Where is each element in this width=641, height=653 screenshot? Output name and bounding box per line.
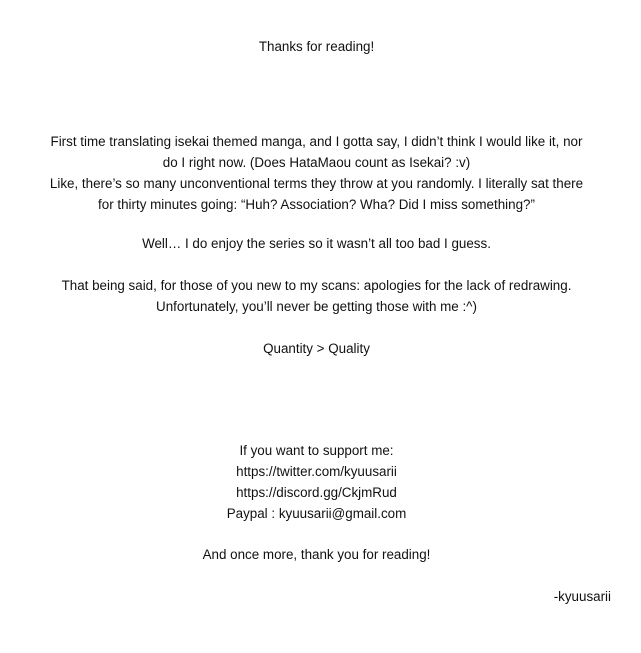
twitter-link[interactable]: https://twitter.com/kyuusarii — [236, 464, 397, 479]
header-text: Thanks for reading! — [258, 39, 375, 54]
signature: -kyuusarii — [553, 589, 611, 604]
paypal-text: Paypal : kyuusarii@gmail.com — [226, 506, 407, 521]
paragraph-line: do I right now. (Does HataMaou count as Isekai? :v) — [162, 155, 471, 170]
paragraph-line: Like, there’s so many unconventional terms they throw at you randomly. I literally sat there — [49, 176, 584, 191]
paragraph-line: for thirty minutes going: “Huh? Association? Wha? Did I miss something?” — [98, 197, 535, 212]
discord-link[interactable]: https://discord.gg/CkjmRud — [236, 485, 397, 500]
paragraph-line: That being said, for those of you new to my scans: apologies for the lack of redrawing. — [61, 278, 572, 293]
paragraph-line: Well… I do enjoy the series so it wasn’t all too bad I guess. — [142, 236, 491, 251]
support-intro: If you want to support me: — [239, 443, 394, 458]
paragraph-line: First time translating isekai themed manga, and I gotta say, I didn’t think I would like it, nor — [50, 134, 583, 149]
quantity-quality-text: Quantity > Quality — [263, 341, 370, 356]
closing-text: And once more, thank you for reading! — [202, 547, 431, 562]
paragraph-line: Unfortunately, you’ll never be getting those with me :^) — [156, 299, 477, 314]
